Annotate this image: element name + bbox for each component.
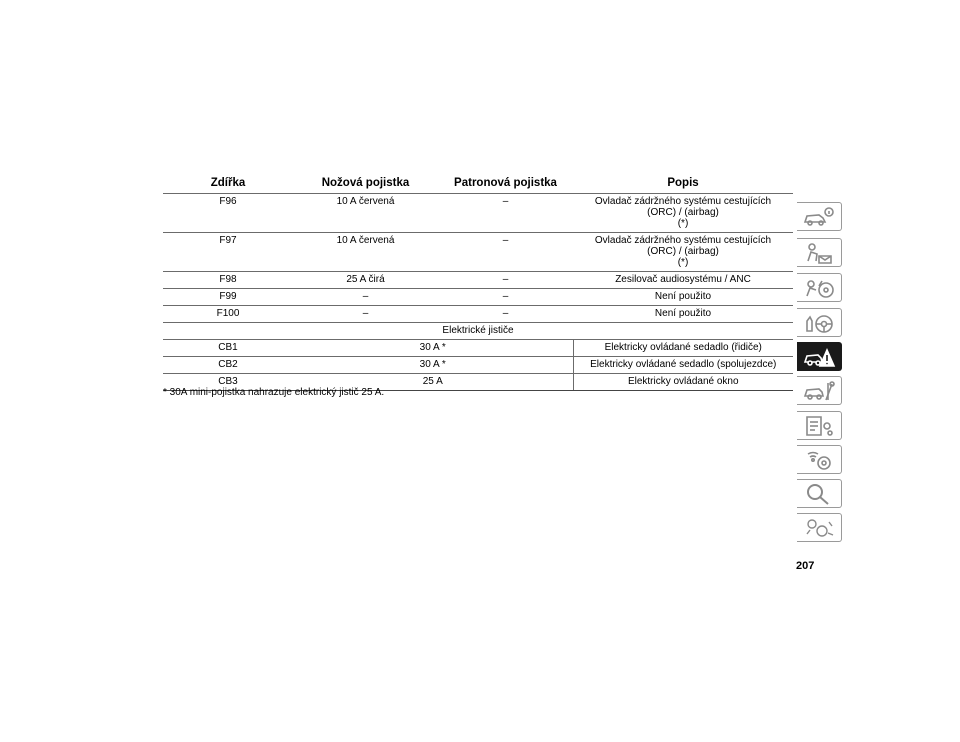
cell-blade: 10 A červená [293, 194, 438, 233]
section-row [163, 323, 793, 340]
car-info-icon [802, 205, 836, 229]
chapter-tab-specifications[interactable] [797, 411, 842, 440]
servicing-icon [802, 379, 836, 403]
chapter-tab-safety[interactable] [797, 238, 842, 267]
cell-cartridge: – [438, 306, 573, 323]
description-line: Ovladač zádržného systému cestujících [594, 196, 772, 207]
cell-rating: 30 A * [293, 357, 573, 374]
chapter-tab-multimedia[interactable] [797, 445, 842, 474]
description-line: (ORC) / (airbag) [647, 207, 719, 218]
table-row [163, 233, 793, 272]
header-blade-fuse: Nožová pojistka [293, 173, 438, 194]
cell-description: Není použito [573, 289, 793, 306]
cell-slot: F96 [163, 194, 293, 233]
chapter-tab-languages[interactable] [797, 513, 842, 542]
table-row [163, 340, 793, 357]
cell-slot: CB3 [163, 374, 293, 391]
cell-slot: F99 [163, 289, 293, 306]
cell-description: Zesilovač audiosystému / ANC [573, 272, 793, 289]
steering-wheel-icon [802, 311, 836, 335]
emergency-icon [802, 345, 836, 369]
cell-blade: – [293, 306, 438, 323]
description-line: (ORC) / (airbag) [647, 246, 719, 257]
cell-blade: 25 A čirá [293, 272, 438, 289]
header-cartridge-fuse: Patronová pojistka [438, 173, 573, 194]
cell-description [573, 233, 793, 272]
cell-slot: F100 [163, 306, 293, 323]
cell-cartridge: – [438, 272, 573, 289]
chapter-tab-starting-driving[interactable] [797, 273, 842, 302]
cell-description: Není použito [573, 306, 793, 323]
table-row [163, 357, 793, 374]
table-row [163, 194, 793, 233]
description-line: (*) [677, 218, 689, 229]
table-header-row [163, 173, 793, 194]
chapter-tab-servicing[interactable] [797, 376, 842, 405]
cell-description: Elektricky ovládané sedadlo (spolujezdce) [573, 357, 793, 374]
chapter-tab-search[interactable] [797, 479, 842, 508]
chapter-tab-car-info[interactable] [797, 202, 842, 231]
multimedia-icon [802, 448, 836, 472]
safety-icon [802, 241, 836, 265]
search-icon [802, 482, 836, 506]
starting-driving-icon [802, 276, 836, 300]
cell-description: Elektricky ovládané sedadlo (řidiče) [573, 340, 793, 357]
specifications-icon [802, 414, 836, 438]
cell-description: Elektricky ovládané okno [573, 374, 793, 391]
cell-slot: CB2 [163, 357, 293, 374]
fuse-table [163, 173, 793, 391]
page-number: 207 [796, 560, 815, 572]
description-line: Ovladač zádržného systému cestujících [594, 235, 772, 246]
languages-icon [802, 516, 836, 540]
table-row [163, 306, 793, 323]
header-slot: Zdířka [163, 173, 293, 194]
table-row [163, 272, 793, 289]
cell-cartridge: – [438, 289, 573, 306]
cell-blade: 10 A červená [293, 233, 438, 272]
cell-slot: F98 [163, 272, 293, 289]
cell-description [573, 194, 793, 233]
cell-cartridge: – [438, 194, 573, 233]
footnote: * 30A mini-pojistka nahrazuje elektrický jistič 25 A. [163, 387, 385, 398]
description-line: (*) [677, 257, 689, 268]
cell-rating: 25 A [293, 374, 573, 391]
chapter-tab-steering[interactable] [797, 308, 842, 337]
header-description: Popis [573, 173, 793, 194]
cell-cartridge: – [438, 233, 573, 272]
cell-slot: CB1 [163, 340, 293, 357]
section-title-circuit-breakers: Elektrické jističe [163, 323, 793, 340]
cell-slot: F97 [163, 233, 293, 272]
cell-rating: 30 A * [293, 340, 573, 357]
chapter-tab-emergency[interactable] [797, 342, 842, 371]
table-row [163, 289, 793, 306]
cell-blade: – [293, 289, 438, 306]
